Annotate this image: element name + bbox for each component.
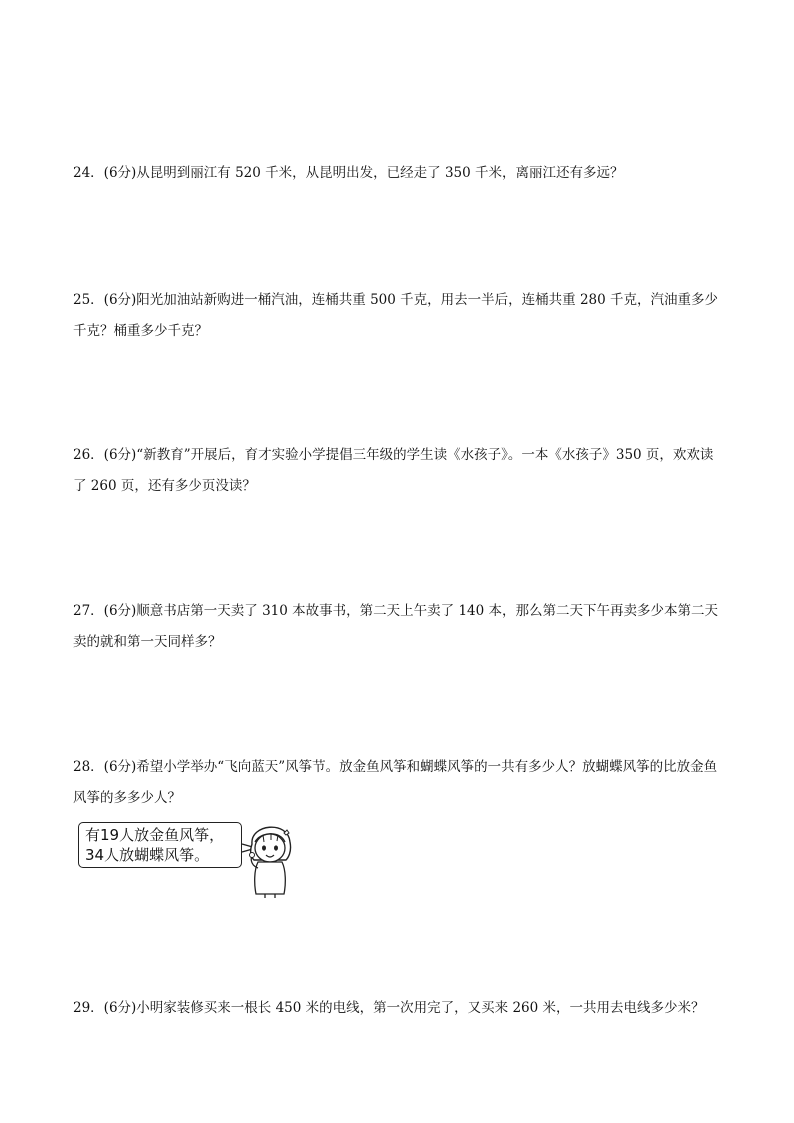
speech-line-1: 有19人放金鱼风筝， [85, 826, 225, 844]
question-27: 27．(6分)顺意书店第一天卖了 310 本故事书，第二天上午卖了 140 本，那么第二天下午再卖多少本第二天卖的就和第一天同样多？ [73, 603, 718, 650]
speech-bubble [78, 822, 242, 868]
question-24: 24．(6分)从昆明到丽江有 520 千米，从昆明出发，已经走了 350 千米，离丽江还有多远？ [73, 165, 624, 181]
question-28: 28．(6分)希望小学举办“飞向蓝天”风筝节。放金鱼风筝和蝴蝶风筝的一共有多少人？放蝴蝶风筝的比放金鱼风筝的多多少人？ [73, 759, 718, 806]
question-29: 29．(6分)小明家装修买来一根长 450 米的电线，第一次用完了，又买来 260 米，一共用去电线多少米？ [73, 1000, 705, 1016]
question-26: 26．(6分)“新教育”开展后，育才实验小学提倡三年级的学生读《水孩子》。一本《水孩子》350 页，欢欢读了 260 页，还有多少页没读？ [73, 447, 714, 494]
question-25: 25．(6分)阳光加油站新购进一桶汽油，连桶共重 500 千克，用去一半后，连桶共重 280 千克，汽油重多少千克？桶重多少千克？ [73, 292, 718, 339]
speech-line-2: 34人放蝴蝶风筝。 [85, 846, 210, 864]
girl-illustration [230, 818, 302, 898]
